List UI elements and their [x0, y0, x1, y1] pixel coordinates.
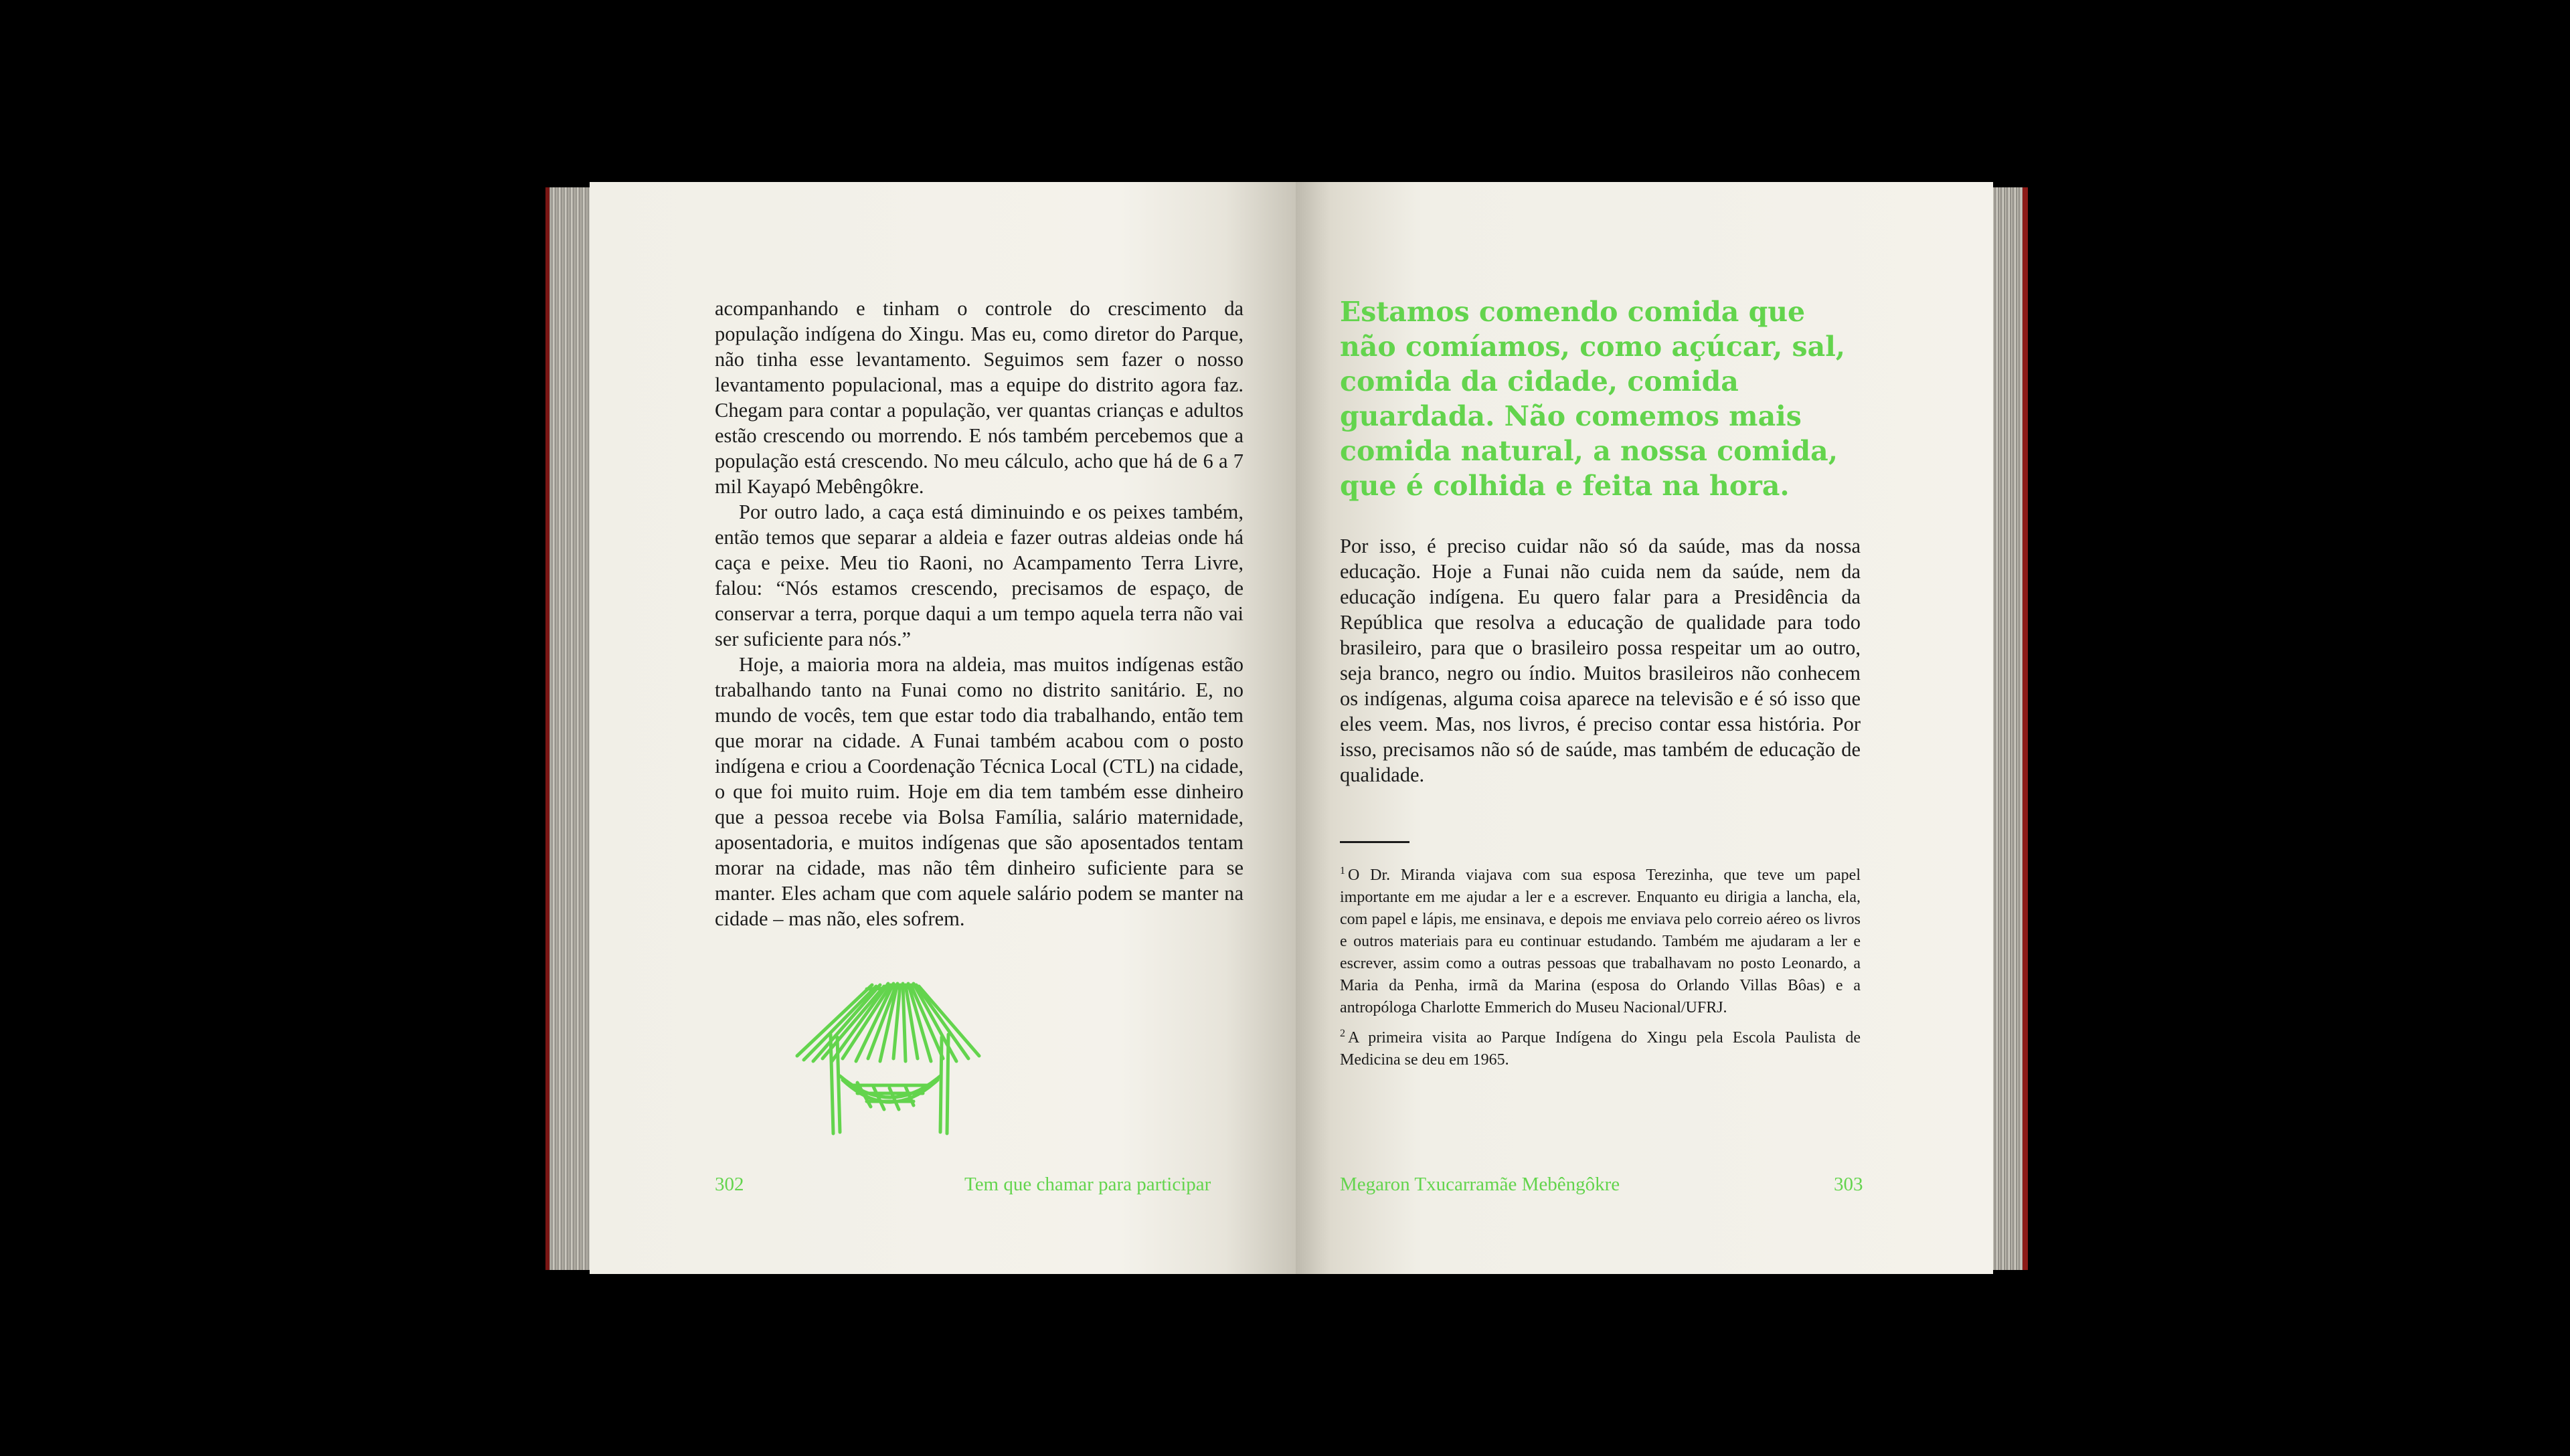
footnote-divider: [1340, 841, 1409, 843]
pull-quote: Estamos comendo comida que não comíamos, como açúcar, sal, comida da cidade, comida guardada. Não comemos mais comida natural, a nossa comida, que é colhida e feita na hora.: [1340, 296, 1846, 502]
footnote-text: O Dr. Miranda viajava com sua esposa Terezinha, que teve um papel importante em me ajudar a ler e a escrever. Enquanto eu dirigia a lancha, ela, com papel e lápis, me ensinava, e depois me enviava pelo correio aéreo os livros e outros materiais para eu continuar estudando. Também me ajudaram a ler e escrever, assim como a outras pessoas que trabalhavam no posto Leonardo, a Maria da Penha, irmã da Marina (esposa do Orlando Villas Bôas) e a antropóloga Charlotte Emmerich do Museu Nacional/UFRJ.: [1340, 867, 1861, 1016]
body-paragraph: Por outro lado, a caça está diminuindo e os peixes também, então temos que separar a aldeia e fazer outras aldeias onde há caça e peixe. Meu tio Raoni, no Acampamento Terra Livre, falou: “Nós estamos crescendo, precisamos de espaço, de conservar a terra, porque daqui a um tempo aquela terra não vai ser suficiente para nós.”: [715, 500, 1244, 650]
page-edges-left: [545, 187, 590, 1270]
left-page-body: [715, 296, 1244, 931]
body-paragraph: acompanhando e tinham o controle do crescimento da população indígena do Xingu. Mas eu, como diretor do Parque, não tinha esse levantamento. Seguimos sem fazer o nosso levantamento populacional, mas a equipe do distrito agora faz. Chegam para contar a população, ver quantas crianças e adultos estão crescendo ou morrendo. E nós também percebemos que a população está crescendo. No meu cálculo, acho que há de 6 a 7 mil Kayapó Mebêngôkre.: [715, 297, 1244, 498]
footnote-mark: 2: [1340, 1028, 1345, 1039]
running-title: Tem que chamar para participar: [964, 1174, 1211, 1195]
page-edges-right: [1993, 187, 2028, 1270]
hut-with-hammock-icon: [793, 976, 984, 1136]
running-author: Megaron Txucarramãe Mebêngôkre: [1340, 1174, 1620, 1195]
footnote: [1340, 864, 1861, 1019]
right-page-body: [1340, 533, 1861, 788]
footnote-text: A primeira visita ao Parque Indígena do Xingu pela Escola Paulista de Medicina se deu em 1965.: [1340, 1029, 1861, 1069]
footnote: [1340, 1027, 1861, 1071]
footnotes: [1340, 864, 1861, 1079]
right-page-number: 303: [1834, 1174, 1863, 1195]
body-paragraph: Por isso, é preciso cuidar não só da saúde, mas da nossa educação. Hoje a Funai não cuida nem da saúde, nem da educação indígena. Eu quero falar para a Presidência da República que resolva a educação de qualidade para todo brasileiro, para que o brasileiro possa respeitar um ao outro, seja branco, negro ou índio. Muitos brasileiros não conhecem os indígenas, alguma coisa aparece na televisão e é só isso que eles veem. Mas, nos livros, é preciso contar essa história. Por isso, precisamos não só de saúde, mas também de educação de qualidade.: [1340, 535, 1861, 786]
body-paragraph: Hoje, a maioria mora na aldeia, mas muitos indígenas estão trabalhando tanto na Funai como no distrito sanitário. E, no mundo de vocês, tem que estar todo dia trabalhando, então tem que morar na cidade. A Funai também acabou com o posto indígena e criou a Coordenação Técnica Local (CTL) na cidade, o que foi muito ruim. Hoje em dia tem também esse dinheiro que a pessoa recebe via Bolsa Família, salário maternidade, aposentadoria, e muitos indígenas que são aposentados tentam morar na cidade, mas não têm dinheiro suficiente para se manter. Eles acham que com aquele salário podem se manter na cidade – mas não, eles sofrem.: [715, 653, 1244, 930]
footnote-mark: 1: [1340, 865, 1345, 877]
left-page-number: 302: [715, 1174, 744, 1195]
